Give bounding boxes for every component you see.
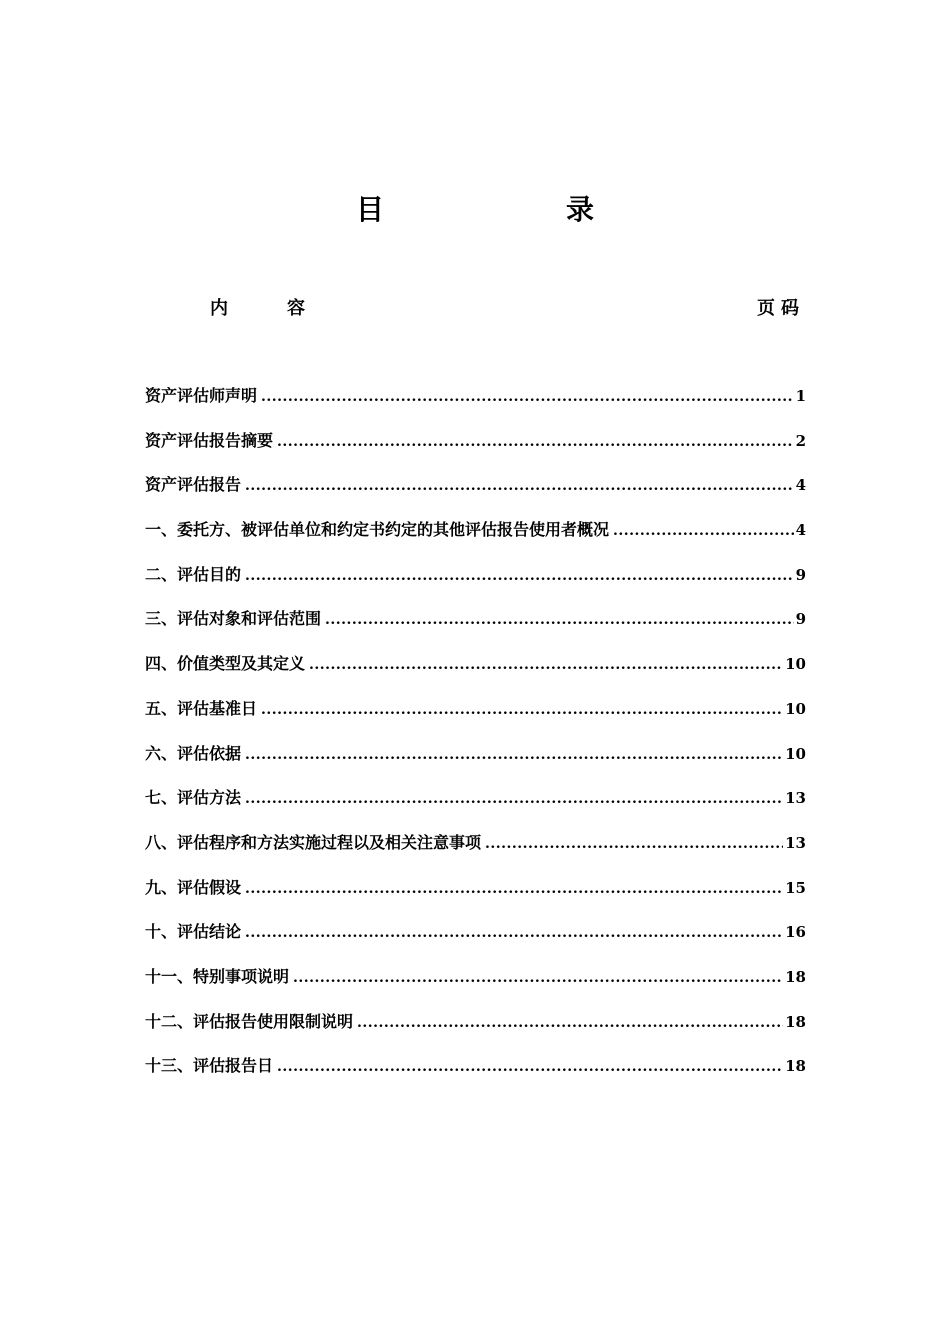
toc-entry-page: 18 (785, 967, 806, 986)
toc-entry[interactable] (145, 652, 806, 697)
toc-leader-dots (309, 653, 783, 677)
toc-entry-label: 十一、特别事项说明 (145, 966, 290, 986)
header-content-char-1: 内 (210, 298, 228, 319)
toc-entry-page: 9 (795, 565, 806, 584)
toc-entry-page: 10 (785, 744, 806, 763)
toc-leader-dots (485, 832, 783, 856)
toc-leader-dots (245, 743, 783, 767)
toc-entry[interactable] (145, 1010, 806, 1055)
toc-entry-page: 10 (785, 655, 806, 674)
toc-entry[interactable] (145, 831, 806, 876)
header-page-number: 页码 (757, 298, 805, 319)
toc-leader-dots (245, 877, 783, 901)
toc-entry[interactable] (145, 518, 806, 563)
toc-entry-label: 九、评估假设 (145, 877, 242, 897)
toc-entry[interactable] (145, 384, 806, 429)
toc-leader-dots (245, 564, 794, 588)
toc-entry-page: 1 (795, 387, 806, 405)
toc-entry-label: 五、评估基准日 (145, 698, 258, 718)
toc-entry-page: 13 (785, 789, 806, 808)
toc-leader-dots (245, 474, 794, 498)
toc-entry[interactable] (145, 473, 806, 518)
toc-entry[interactable] (145, 965, 806, 1010)
toc-entry[interactable] (145, 697, 806, 742)
toc-leader-dots (245, 787, 783, 811)
toc-entry[interactable] (145, 786, 806, 831)
toc-entry-label: 资产评估报告 (145, 475, 242, 495)
toc-leader-dots (261, 698, 783, 722)
toc-entry-label: 十三、评估报告日 (145, 1056, 274, 1076)
toc-leader-dots (357, 1011, 783, 1035)
toc-entry-label: 资产评估师声明 (145, 386, 258, 405)
toc-entry-label: 六、评估依据 (145, 743, 242, 763)
toc-entry-page: 15 (785, 878, 806, 897)
toc-entry-label: 四、价值类型及其定义 (145, 654, 306, 674)
toc-entry-label: 七、评估方法 (145, 788, 242, 808)
toc-entry[interactable] (145, 429, 806, 474)
toc-leader-dots (325, 608, 794, 632)
toc-entry-page: 4 (795, 476, 806, 495)
toc-leader-dots (293, 966, 783, 990)
toc-entry-page: 18 (785, 1012, 806, 1031)
toc-entry-page: 9 (795, 610, 806, 629)
table-of-contents (145, 384, 806, 1099)
toc-entry-page: 2 (795, 431, 806, 450)
toc-entry[interactable] (145, 607, 806, 652)
toc-title-left: 目 (356, 193, 385, 226)
toc-entry[interactable] (145, 742, 806, 787)
toc-entry-page: 13 (785, 833, 806, 852)
toc-leader-dots (277, 430, 794, 454)
toc-entry[interactable] (145, 920, 806, 965)
toc-entry-page: 10 (785, 699, 806, 718)
toc-leader-dots (613, 519, 794, 543)
toc-entry-page: 18 (785, 1057, 806, 1076)
toc-entry[interactable] (145, 876, 806, 921)
header-content-char-2: 容 (287, 298, 305, 319)
toc-leader-dots (277, 1055, 783, 1079)
toc-entry-page: 4 (795, 521, 806, 540)
toc-entry-label: 一、委托方、被评估单位和约定书约定的其他评估报告使用者概况 (145, 520, 610, 540)
toc-entry[interactable] (145, 1054, 806, 1099)
toc-entry-page: 16 (785, 923, 806, 942)
toc-entry[interactable] (145, 563, 806, 608)
toc-entry-label: 资产评估报告摘要 (145, 430, 274, 450)
toc-entry-label: 十、评估结论 (145, 922, 242, 942)
toc-entry-label: 二、评估目的 (145, 564, 242, 584)
toc-entry-label: 八、评估程序和方法实施过程以及相关注意事项 (145, 832, 482, 852)
toc-entry-label: 十二、评估报告使用限制说明 (145, 1011, 354, 1031)
toc-entry-label: 三、评估对象和评估范围 (145, 609, 322, 629)
toc-leader-dots (261, 385, 794, 409)
toc-title-right: 录 (566, 193, 595, 226)
toc-leader-dots (245, 921, 783, 945)
